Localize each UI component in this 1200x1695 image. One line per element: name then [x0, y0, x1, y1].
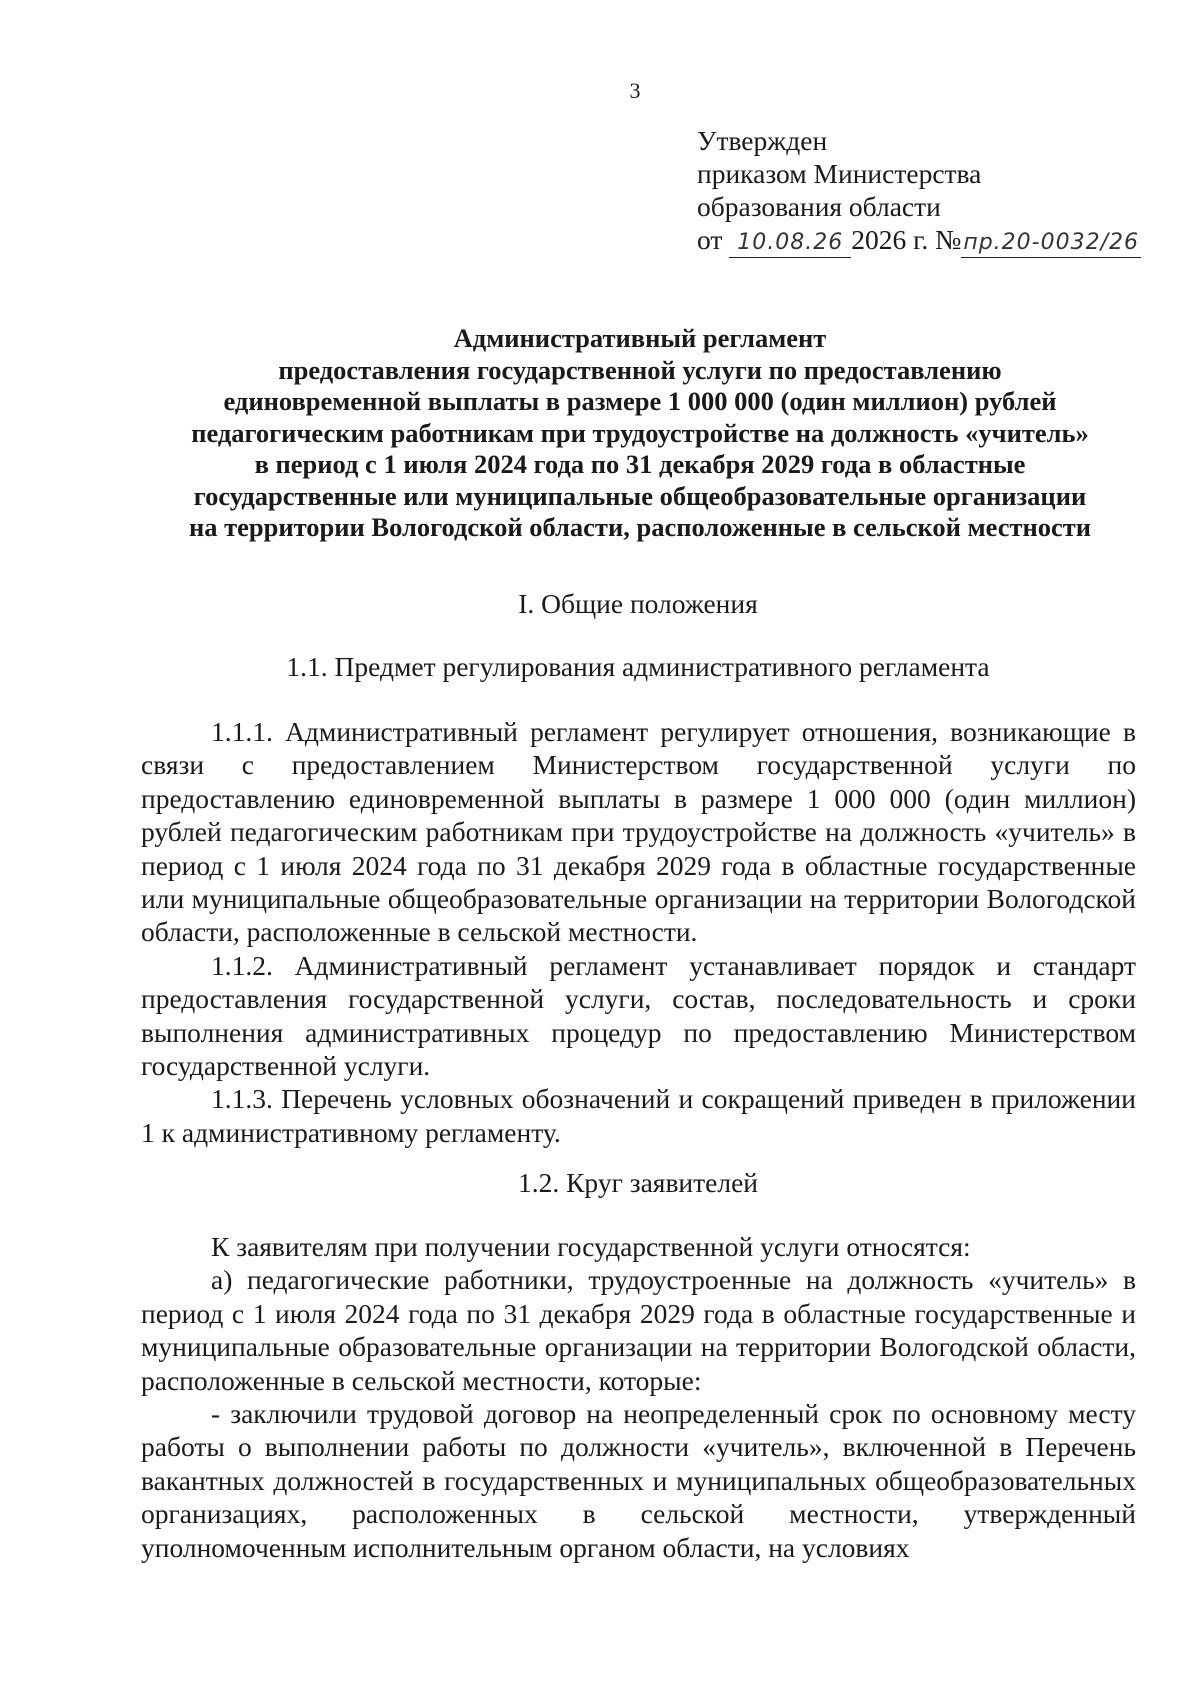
title-line-7: на территории Вологодской области, расположенные в сельской местности — [188, 512, 1092, 542]
subsection-heading-1-1: 1.1. Предмет регулирования административного регламента — [286, 651, 990, 682]
handwritten-order-number: пр.20-0032/26 — [961, 231, 1141, 258]
handwritten-date: 10.08.26 — [729, 231, 851, 258]
section-1-2-body — [141, 1230, 1136, 1564]
approval-line-3: образования области — [697, 191, 941, 222]
order-year-text: 2026 г. № — [851, 224, 962, 255]
title-line-1: Административный регламент — [453, 323, 827, 353]
approval-stamp — [697, 124, 1141, 258]
title-line-6: государственные или муниципальные общеобразовательные организации — [193, 480, 1087, 511]
paragraph-1-1-2: 1.1.2. Административный регламент устанавливает порядок и стандарт предоставления государственной услуги, состав, последовательность и сроки выполнения административных процедур по предоставлению Министерством государственной услуги. — [141, 949, 1136, 1082]
paragraph-a: а) педагогические работники, трудоустроенные на должность «учитель» в период с 1 июля 2024 года по 31 декабря 2029 года в областные государственные и муниципальные образовательные организации на территории Вологодской области, расположенные в сельской местности, которые: — [141, 1264, 1136, 1396]
paragraph-dash-item: - заключили трудовой договор на неопределенный срок по основному месту работы о выполнении работы по должности «учитель», включенной в Перечень вакантных должностей в государственных и муниципальных общеобразовательных организациях, расположенных в сельской местности, утвержденный уполномоченным исполнительным органом области, на условиях — [141, 1398, 1136, 1563]
paragraph-1-1-3: 1.1.3. Перечень условных обозначений и сокращений приведен в приложении 1 к административному регламенту. — [141, 1083, 1136, 1148]
title-line-5: в период с 1 июля 2024 года по 31 декабря 2029 года в областные — [254, 449, 1026, 479]
approval-date-line — [697, 223, 1141, 258]
paragraph-1-1-1: 1.1.1. Административный регламент регулирует отношения, возникающие в связи с предоставлением Министерством государственной услуги по предоставлению единовременной выплаты в размере 1 000 000 (один миллион) рублей педагогическим работникам при трудоустройстве на должность «учитель» в период с 1 июля 2024 года по 31 декабря 2029 года в областные государственные или муниципальные общеобразовательные организации на территории Вологодской области, расположенные в сельской местности. — [141, 716, 1136, 948]
approval-line-1: Утвержден — [697, 125, 828, 156]
section-1-1-body — [141, 715, 1136, 1149]
title-line-3: единовременной выплаты в размере 1 000 000 (один миллион) рублей — [223, 386, 1057, 416]
date-prefix: от — [697, 224, 723, 255]
page-number: 3 — [629, 78, 641, 103]
paragraph-applicants: К заявителям при получении государственной услуги относятся: — [211, 1231, 971, 1262]
title-line-4: педагогическим работникам при трудоустройстве на должность «учитель» — [191, 417, 1089, 448]
subsection-heading-1-2: 1.2. Круг заявителей — [517, 1167, 759, 1198]
approval-line-2: приказом Министерства — [697, 158, 982, 189]
title-line-2: предоставления государственной услуги по предоставлению — [278, 354, 1002, 385]
section-heading: I. Общие положения — [518, 588, 758, 619]
document-title — [140, 323, 1140, 544]
